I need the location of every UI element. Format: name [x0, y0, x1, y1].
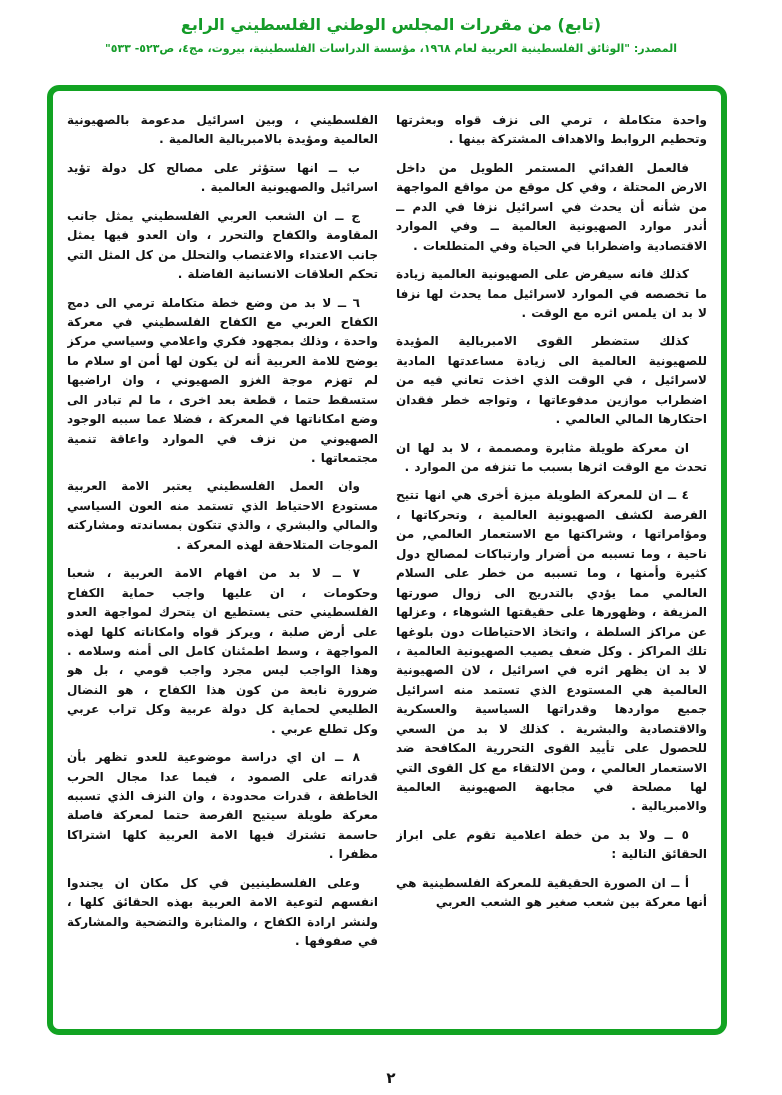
page-title: (تابع) من مقررات المجلس الوطني الفلسطيني الرابع	[180, 15, 602, 34]
paragraph: ب ــ انها ستؤثر على مصالح كل دولة تؤيد اسرائيل والصهيونية العالمية .	[67, 160, 378, 195]
paragraph: واحدة متكاملة ، ترمي الى نزف قواه وبعثرتها وتحطيم الروابط والاهداف المشتركة بينها .	[396, 113, 707, 147]
page-number: ٢	[386, 1069, 396, 1087]
paragraph: ٨ ــ ان اي دراسة موضوعية للعدو تظهر بأن قدراته على الصمود ، فيما عدا مجال الحرب الخاطفة ، قدرات محدودة ، وان النزف الذي تسببه معركة طويلة سيتيح الفرصة حتما لمعركة فاصلة حاسمة تشترك فيها الامة العربية كلها اشتراكا مظفرا .	[67, 750, 378, 862]
paragraph: كذلك ستضطر القوى الامبريالية المؤيدة للصهيونية العالمية الى زيادة مساعدتها المادية لاسرائيل ، في الوقت الذي اخذت تعاني فيه من اضطراب موازين مدفوعاتها ، وتواجه خطر فقدان احتكارها المالي العالمي .	[396, 334, 707, 427]
right-column	[396, 111, 707, 1019]
source-citation: المصدر: "الوثائق الفلسطينية العربية لعام ١٩٦٨، مؤسسة الدراسات الفلسطينية، بيروت، مج٤، ص٥٢٣- ٥٣٣"	[104, 42, 678, 56]
paragraph: ج ــ ان الشعب العربي الفلسطيني يمثل جانب المقاومة والكفاح والتحرر ، وان العدو فيها يمثل جانب الاعتداء والاغتصاب والتحلل من كل المثل التي تحكم العلاقات الانسانية الفاضلة .	[67, 208, 378, 282]
paragraph: ٥ ــ ولا بد من خطة اعلامية تقوم على ابراز الحقائق التالية :	[396, 827, 707, 862]
left-column	[67, 111, 378, 1019]
paragraph: ان معركة طويلة مثابرة ومصممة ، لا بد لها ان تحدث مع الوقت اثرها بسبب ما تنزفه من الموارد .	[396, 440, 707, 474]
two-column-text	[53, 91, 721, 1029]
paragraph: فالعمل الفدائي المستمر الطويل من داخل الارض المحتلة ، وفي كل موقع من مواقع المواجهة من شأنه أن يحدث في اسرائيل نزفا في الدم ــ أندر موارد الصهيونية العالمية ــ وفي الموارد الاقتصادية واضطرابا في الحياة وفي المتطلعات .	[396, 160, 707, 253]
paragraph: كذلك فانه سيفرض على الصهيونية العالمية زيادة ما تخصصه في الموارد لاسرائيل مما يحدث لها نزفا لا بد ان يلمس اثره مع الوقت .	[396, 267, 707, 320]
paragraph: وان العمل الفلسطيني يعتبر الامة العربية مستودع الاحتياط الذي تستمد منه العون السياسي والمالي والبشري ، والذي تتكون بمساندته ومشاركته الموجات المتلاحقة لهذه المعركة .	[67, 479, 378, 552]
paragraph: ٤ ــ ان للمعركة الطويلة ميزة أخرى هي انها تتيح الفرصة لكشف الصهيونية العالمية ، وتحركاتها ، ومؤامراتها ، وشراكتها مع الاستعمار العالمي, من ناحية ، وما تسببه من أضرار وارتباكات لمصالح دول كثيرة وأمنها ، وما تسببه من خطر على السلام العالمي مما يؤدي بالتدريج الى زوال صورتها المزيفة ، وظهورها على حقيقتها الشوهاء ، وعزلها عن مراكز السلطة ، واتخاذ الاحتياطات دون بلوغها تلك المراكز . وكل ضعف يصيب الصهيونية العالمية ، لا بد ان يظهر اثره في اسرائيل ، لان الصهيونية العالمية هي المستودع الذي تستمد منه اسرائيل جميع مواردها وقدراتها السياسية والعسكرية والاقتصادية والبشرية . كذلك لا بد من السعي للحصول على تأييد القوى التحررية المكافحة ضد الاستعمار العالمي ، ومن الالتقاء مع كل القوى التي لها مصلحة في مجابهة الصهيونية العالمية والامبريالية .	[396, 488, 707, 814]
paragraph: ٦ ــ لا بد من وضع خطة متكاملة ترمي الى دمج الكفاح العربي مع الكفاح الفلسطيني في معركة واحدة ، وذلك بمجهود فكري واعلامي وسياسي مركز يوضح للامة العربية أنه لن يكون لها أمن او سلام ما لم تهزم موجة الغزو الصهيوني ، وان اراضيها ستسقط حتما ، قطعة بعد اخرى ، ما لم تبادر الى وضع امكاناتها في المعركة ، فضلا عما سببه الوجود الصهيوني من نزف في الموارد واعاقة تنمية مجتمعاتها .	[67, 295, 378, 465]
paragraph: ٧ ــ لا بد من افهام الامة العربية ، شعبا وحكومات ، ان عليها واجب حماية الكفاح الفلسطيني حتى يستطيع ان يتحرك لمواجهة العدو على أرض صلبة ، ويركز قواه وامكاناته كلها لهذه المواجهة ، وسط اطمئنان كامل الى أمنه وسلامه . وهذا الواجب ليس مجرد واجب قومي ، بل هو ضرورة نابعة من كون هذا الكفاح ، هو النضال الطليعي لحماية كل دولة عربية وكل تراب عربي وكل تطلع عربي .	[67, 566, 378, 736]
paragraph: الفلسطيني ، وبين اسرائيل مدعومة بالصهيونية العالمية ومؤيدة بالامبريالية العالمية .	[67, 113, 378, 147]
document-header	[0, 14, 782, 55]
green-border-frame	[47, 85, 727, 1035]
paragraph: وعلى الفلسطينيين في كل مكان ان يجندوا انفسهم لتوعية الامة العربية بهذه الحقائق كلها ، ولنشر ارادة الكفاح ، والمثابرة والتضحية والمشاركة في صفوفها .	[67, 875, 378, 949]
paragraph: أ ــ ان الصورة الحقيقية للمعركة الفلسطينية هي أنها معركة بين شعب صغير هو الشعب العربي	[396, 875, 707, 910]
